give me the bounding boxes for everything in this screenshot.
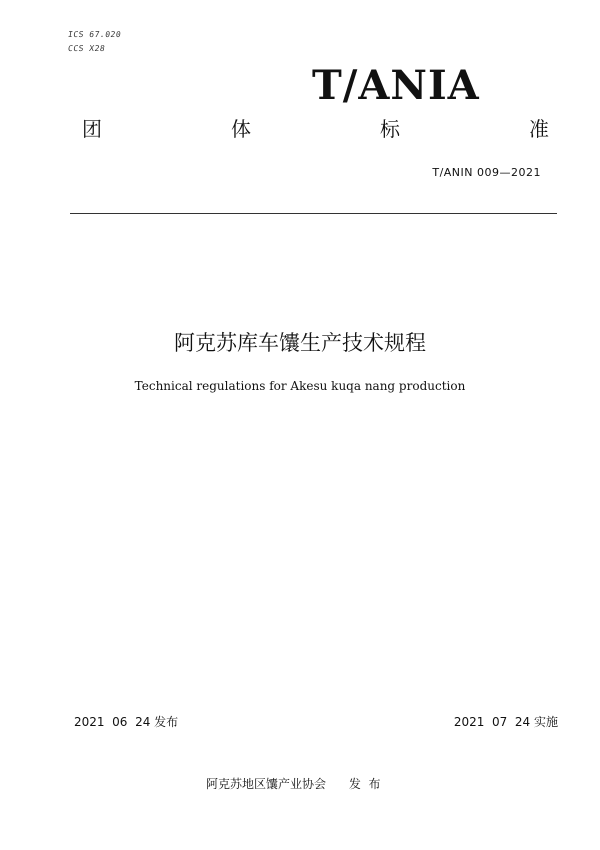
- header-divider: [70, 213, 557, 214]
- organization-logo: T/ANIA: [312, 62, 480, 109]
- group-standard-char-3: 标: [380, 117, 400, 141]
- ccs-code: CCS X28: [67, 44, 106, 53]
- implement-date: 2021 07 24 实施: [453, 715, 558, 729]
- standard-number: T/ANIN 009—2021: [432, 166, 541, 179]
- issuing-organization: 阿克苏地区馕产业协会 发 布: [206, 777, 381, 791]
- publish-date: 2021 06 24 发布: [74, 715, 179, 729]
- document-title-chinese: 阿克苏库车馕生产技术规程: [174, 331, 426, 355]
- group-standard-char-2: 体: [231, 117, 251, 141]
- ics-code: ICS 67.020: [67, 30, 122, 39]
- group-standard-char-4: 准: [529, 117, 549, 141]
- group-standard-char-1: 团: [82, 117, 102, 141]
- document-title-english: Technical regulations for Akesu kuqa nang production: [134, 379, 466, 393]
